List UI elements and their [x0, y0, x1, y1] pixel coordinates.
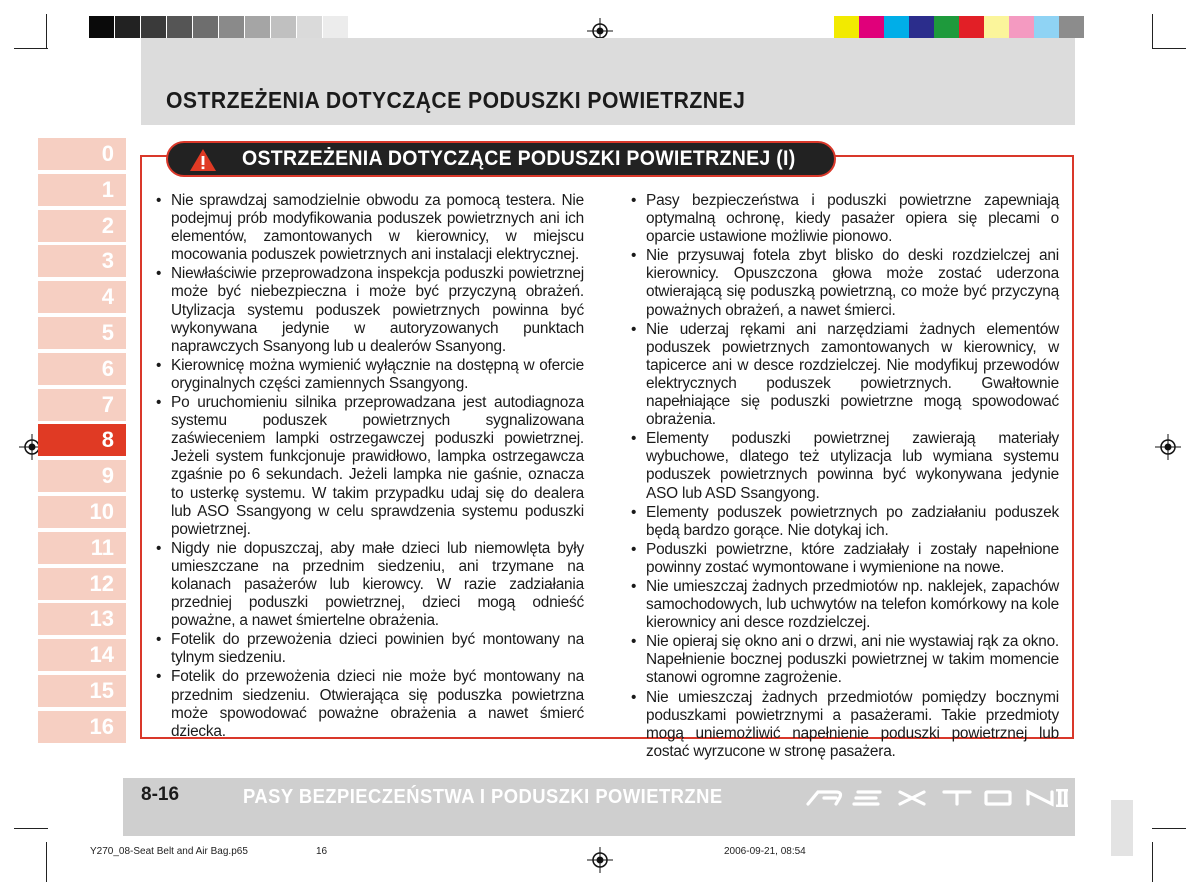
- warning-item: • Po uruchomieniu silnika przeprowadzana jest autodiagnoza systemu poduszek powietrznych sygnalizowana zaświeceniem lampki ostrzegawczej poduszki powietrznej. Jeżeli system funkcjonuje prawidłowo, lampka ostrzegawcza zgaśnie po 6 sekundach. Jeżeli lampka nie gaśnie, oznacza to usterkę systemu. W takim przypadku udaj się do dealera lub ASO Ssangyong w celu sprawdzenia systemu poduszki powietrznej.: [156, 394, 584, 539]
- registration-target-icon: [587, 847, 613, 873]
- section-title: OSTRZEŻENIA DOTYCZĄCE PODUSZKI POWIETRZNEJ (I): [242, 147, 796, 170]
- left-column: [156, 192, 584, 742]
- warning-item: • Nigdy nie dopuszczaj, aby małe dzieci lub niemowlęta były umieszczane na przednim siedzeniu, ani trzymane na kolanach pasażerów lub kierowcy. W razie zadziałania przedniej poduszki powietrznej, dzieci mogą odnieść poważne, a nawet śmiertelne obrażenia.: [156, 540, 584, 630]
- chapter-tabs: [38, 138, 126, 747]
- crop-mark: [14, 828, 48, 829]
- chapter-tab-11[interactable]: 11: [38, 532, 126, 564]
- crop-mark: [1152, 14, 1153, 48]
- registration-target-icon: [1155, 434, 1181, 460]
- warning-item: • Poduszki powietrzne, które zadziałały i zostały napełnione powinny zostać wymontowane i wymienione na nowe.: [631, 541, 1059, 577]
- crop-mark: [1152, 48, 1186, 49]
- warning-item: • Nie opieraj się okno ani o drzwi, ani nie wystawiaj rąk za okno. Napełnienie bocznej poduszki powietrznej w takim momencie stanowi ogromne zagrożenie.: [631, 633, 1059, 687]
- warning-item: • Nie umieszczaj żadnych przedmiotów pomiędzy bocznymi poduszkami powietrznymi a pasażerami. Takie przedmioty mogą uniemożliwić napełnienie poduszki powietrznej lub zostać wyrzucone w stronę pasażera.: [631, 689, 1059, 761]
- chapter-tab-7[interactable]: 7: [38, 389, 126, 421]
- chapter-tab-9[interactable]: 9: [38, 460, 126, 492]
- chapter-tab-14[interactable]: 14: [38, 639, 126, 671]
- color-calibration-bar: [834, 16, 1084, 38]
- warning-item: • Nie umieszczaj żadnych przedmiotów np. naklejek, zapachów samochodowych, lub uchwytów na telefon komórkowy na kole kierownicy ani desce rozdzielczej.: [631, 578, 1059, 632]
- warning-item: • Kierownicę można wymienić wyłącznie na dostępną w ofercie oryginalnych części zamiennych Ssangyong.: [156, 357, 584, 393]
- chapter-tab-8[interactable]: 8: [38, 424, 126, 456]
- warning-item: • Fotelik do przewożenia dzieci nie może być montowany na przednim siedzeniu. Otwierająca się poduszka powietrzna może spowodować poważne obrażenia a nawet śmierć dziecka.: [156, 668, 584, 740]
- chapter-tab-3[interactable]: 3: [38, 245, 126, 277]
- chapter-tab-10[interactable]: 10: [38, 496, 126, 528]
- print-page: 16: [316, 846, 328, 857]
- footer-title: PASY BEZPIECZEŃSTWA I PODUSZKI POWIETRZNE: [243, 786, 723, 808]
- crop-mark: [46, 842, 47, 882]
- page-title: OSTRZEŻENIA DOTYCZĄCE PODUSZKI POWIETRZNEJ: [166, 87, 746, 113]
- crop-mark: [1152, 842, 1153, 882]
- margin-block: [1111, 800, 1133, 856]
- page-number: 8-16: [141, 784, 180, 805]
- chapter-tab-1[interactable]: 1: [38, 174, 126, 206]
- rexton-logo: [806, 786, 1068, 810]
- warning-item: • Niewłaściwie przeprowadzona inspekcja poduszki powietrznej może być niebezpieczna i może być przyczyną obrażeń. Utylizacja systemu poduszek powietrznych powinna być wykonywana jedynie w autoryzowanych punktach naprawczych Ssanyong lub u dealerów Ssanyong.: [156, 265, 584, 355]
- print-timestamp: 2006-09-21, 08:54: [724, 846, 806, 857]
- chapter-tab-0[interactable]: 0: [38, 138, 126, 170]
- chapter-tab-13[interactable]: 13: [38, 603, 126, 635]
- warning-item: • Nie przysuwaj fotela zbyt blisko do deski rozdzielczej ani kierownicy. Opuszczona głowa może zostać uderzona otwierającą się poduszką powietrzną, co może być przyczyną poważnych obrażeń, a nawet śmierci.: [631, 247, 1059, 319]
- chapter-tab-2[interactable]: 2: [38, 210, 126, 242]
- warning-item: • Fotelik do przewożenia dzieci powinien być montowany na tylnym siedzeniu.: [156, 631, 584, 667]
- chapter-tab-4[interactable]: 4: [38, 281, 126, 313]
- chapter-tab-6[interactable]: 6: [38, 353, 126, 385]
- chapter-tab-15[interactable]: 15: [38, 675, 126, 707]
- chapter-tab-5[interactable]: 5: [38, 317, 126, 349]
- crop-mark: [46, 14, 47, 48]
- warning-item: • Elementy poduszki powietrznej zawierają materiały wybuchowe, dlatego też utylizacja lub wymiana systemu poduszek powietrznych powinna być wykonywana jedynie ASO lub ASD Ssangyong.: [631, 430, 1059, 502]
- crop-mark: [1152, 828, 1186, 829]
- warning-item: • Pasy bezpieczeństwa i poduszki powietrzne zapewniają optymalną ochronę, kiedy pasażer opiera się plecami o oparcie ustawione możliwie pionowo.: [631, 192, 1059, 246]
- warning-item: • Elementy poduszek powietrznych po zadziałaniu poduszek będą bardzo gorące. Nie dotykaj ich.: [631, 504, 1059, 540]
- warning-item: • Nie sprawdzaj samodzielnie obwodu za pomocą testera. Nie podejmuj prób modyfikowania poduszek powietrznych ani ich elementów, zamontowanych w kierownicy, w miejscu mocowania poduszek powietrznych ani instalacji elektrycznej.: [156, 192, 584, 264]
- crop-mark: [14, 48, 48, 49]
- warning-item: • Nie uderzaj rękami ani narzędziami żadnych elementów poduszek powietrznych zamontowanych w kierownicy, w tapicerce ani w desce rozdzielczej. Nie modyfikuj przewodów elektrycznych poduszek powietrznych. Gwałtownie napełniające się poduszki powietrzne mogą spowodować obrażenia.: [631, 321, 1059, 430]
- grayscale-calibration-bar: [89, 16, 349, 38]
- print-file-name: Y270_08-Seat Belt and Air Bag.p65: [90, 846, 248, 857]
- section-header: [166, 141, 836, 177]
- chapter-tab-16[interactable]: 16: [38, 711, 126, 743]
- chapter-tab-12[interactable]: 12: [38, 568, 126, 600]
- right-column: [631, 192, 1059, 762]
- warning-triangle-icon: [188, 147, 218, 173]
